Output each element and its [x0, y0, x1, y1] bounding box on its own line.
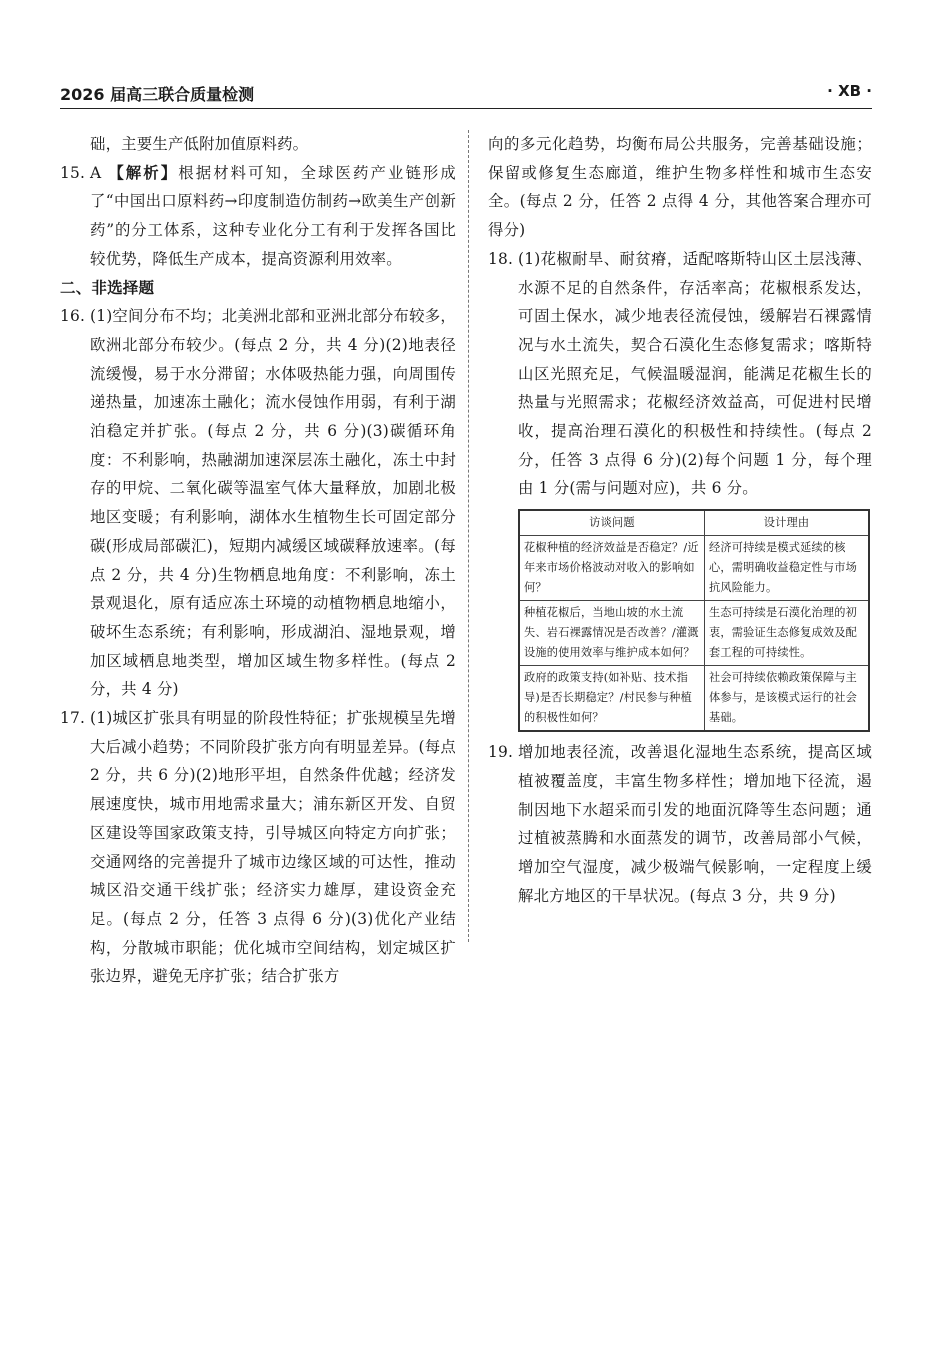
reason-cell: 社会可持续依赖政策保障与主体参与，是该模式运行的社会基础。	[705, 666, 870, 732]
item-body: 增加地表径流，改善退化湿地生态系统，提高区域植被覆盖度，丰富生物多样性；增加地下径流，遏制因地下水超采而引发的地面沉降等生态问题；通过植被蒸腾和水面蒸发的调节，改善局部小气候，增加空气湿度，减少极端气候影响，一定程度上缓解北方地区的干旱状况。(每点 3 分，共 9 分)	[518, 743, 872, 905]
question-cell: 种植花椒后，当地山坡的水土流失、岩石裸露情况是否改善？/灌溉设施的使用效率与维护成本如何？	[519, 601, 705, 666]
exam-code: · XB ·	[827, 82, 872, 100]
answer-item-19	[488, 738, 872, 910]
column-divider	[468, 130, 469, 942]
section-heading: 二、非选择题	[60, 278, 155, 297]
item-body: (1)花椒耐旱、耐贫瘠，适配喀斯特山区土层浅薄、水源不足的自然条件，存活率高；花椒根系发达，可固土保水，减少地表径流侵蚀，缓解岩石裸露情况与水土流失，契合石漠化生态修复需求；喀斯特山区光照充足，气候温暖湿润，能满足花椒生长的热量与光照需求；花椒经济效益高，可促进村民增收，提高治理石漠化的积极性和持续性。(每点 2 分，任答 3 点得 6 分)(2)每个问题 1 分，每个理由 1 分(需与问题对应)，共 6 分。	[518, 249, 872, 498]
interview-table	[518, 509, 870, 732]
q14-continuation: 础，主要生产低附加值原料药。	[90, 135, 309, 153]
table-row	[519, 666, 869, 732]
exam-title: 2026 届高三联合质量检测	[60, 85, 255, 104]
answer-choice: A	[90, 163, 102, 182]
column-header-reason: 设计理由	[705, 510, 870, 536]
reason-cell: 生态可持续是石漠化治理的初衷，需验证生态修复成效及配套工程的可持续性。	[705, 601, 870, 666]
analysis-text: 根据材料可知，全球医药产业链形成了“中国出口原料药→印度制造仿制药→欧美生产创新药”的分工体系，这种专业化分工有利于发挥各国比较优势，降低生产成本，提高资源利用效率。	[90, 163, 456, 268]
page-header	[60, 80, 872, 109]
q17-continuation: 向的多元化趋势，均衡布局公共服务，完善基础设施；保留或修复生态廊道，维护生物多样性和城市生态安全。(每点 2 分，任答 2 点得 4 分，其他答案合理亦可得分)	[488, 135, 872, 240]
question-cell: 政府的政策支持(如补贴、技术指导)是否长期稳定？/村民参与种植的积极性如何？	[519, 666, 705, 732]
answer-item-18	[488, 245, 872, 503]
analysis-tag: 【解析】	[108, 163, 179, 182]
left-column	[60, 130, 456, 991]
table-header-row	[519, 510, 869, 536]
item-body	[90, 159, 456, 274]
answer-item-16	[60, 302, 456, 704]
item-body: (1)空间分布不均；北美洲北部和亚洲北部分布较多，欧洲北部分布较少。(每点 2 分，共 4 分)(2)地表径流缓慢，易于水分滞留；水体吸热能力强，向周围传递热量，加速冻土融化；流水侵蚀作用弱，有利于湖泊稳定并扩张。(每点 2 分，共 6 分)(3)碳循环角度：不利影响，热融湖加速深层冻土融化，冻土中封存的甲烷、二氧化碳等温室气体大量释放，加剧北极地区变暖；有利影响，湖体水生植物生长可固定部分碳(形成局部碳汇)，短期内减缓区域碳释放速率。(每点 2 分，共 4 分)生物栖息地角度：不利影响，冻土景观退化，原有适应冻土环境的动植物栖息地缩小，破坏生态系统；有利影响，形成湖泊、湿地景观，增加区域栖息地类型，增加区域生物多样性。(每点 2 分，共 4 分)	[90, 307, 456, 699]
table-row	[519, 536, 869, 601]
reason-cell: 经济可持续是模式延续的核心，需明确收益稳定性与市场抗风险能力。	[705, 536, 870, 601]
item-number: 17.	[60, 709, 86, 728]
answer-item-15	[60, 159, 456, 274]
column-header-question: 访谈问题	[519, 510, 705, 536]
question-cell: 花椒种植的经济效益是否稳定？/近年来市场价格波动对收入的影响如何？	[519, 536, 705, 601]
answer-item-17	[60, 704, 456, 991]
item-number: 18.	[488, 249, 514, 268]
item-number: 19.	[488, 743, 514, 762]
table-row	[519, 601, 869, 666]
item-number: 15.	[60, 163, 86, 182]
item-number: 16.	[60, 307, 86, 326]
right-column	[488, 130, 872, 910]
item-body: (1)城区扩张具有明显的阶段性特征；扩张规模呈先增大后减小趋势；不同阶段扩张方向有明显差异。(每点 2 分，共 6 分)(2)地形平坦，自然条件优越；经济发展速度快，城市用地需求量大；浦东新区开发、自贸区建设等国家政策支持，引导城区向特定方向扩张；交通网络的完善提升了城市边缘区域的可达性，推动城区沿交通干线扩张；经济实力雄厚，建设资金充足。(每点 2 分，任答 3 点得 6 分)(3)优化产业结构，分散城市职能；优化城市空间结构，划定城区扩张边界，避免无序扩张；结合扩张方	[90, 709, 456, 986]
